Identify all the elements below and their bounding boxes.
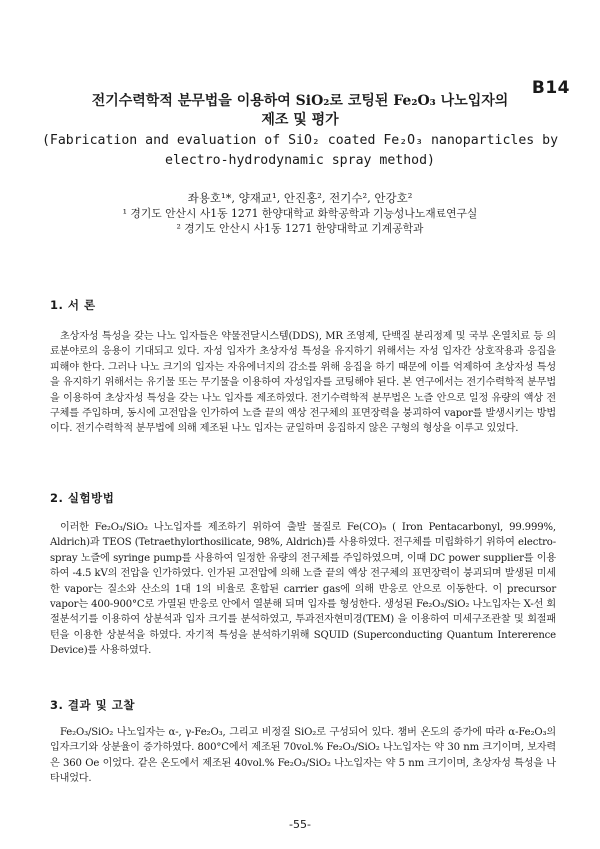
section-body-introduction: 초상자성 특성을 갖는 나노 입자들은 약물전달시스템(DDS), MR 조영제, 단백질 분리정제 및 국부 온열치료 등 의료분야로의 응용이 기대되고 있다. 자성 입자가 초상자성 특성을 유지하기 위해서는 자성 입자간 상호작용과 응집을 피해야 한다. 그러나 나노 크기의 입자는 자유에너지의 감소를 위해 응집을 하기 때문에 이를 억제하여 초상자성 특성을 유지하기 위해서는 유기물 또는 무기물을 이용하여 자성입자를 코팅해야 된다. 본 연구에서는 전기수력학적 분무법을 이용하여 초상자성 특성을 갖는 나노 입자를 제조하였다. 전기수력학적 분무법은 노즐 안으로 일정 유량의 액상 전구체를 주입하며, 동시에 고전압을 인가하여 노즐 끝의 액상 전구체의 표면장력을 붕괴하여 vapor를 발생시키는 방법이다. 전기수력학적 분무법에 의해 제조된 나노 입자는 균일하며 응집하지 않은 구형의 형상을 이루고 있었다.	[50, 331, 556, 435]
affiliation-1: ¹ 경기도 안산시 사1동 1271 한양대학교 화학공학과 기능성나노재료연구실	[122, 207, 478, 220]
affiliation-2: ² 경기도 안산시 사1동 1271 한양대학교 기계공학과	[176, 221, 424, 235]
section-body-methods: 이러한 Fe₂O₃/SiO₂ 나노입자를 제조하기 위하여 출발 물질로 Fe(CO)₅ ( Iron Pentacarbonyl, 99.999%, Aldrich)과 TEOS (Tetraethylorthosilicate, 98%, Aldrich)를 사용하였다. 전구체를 미립화하기 위하여 electro-spray 노즐에 syringe pump를 사용하여 일정한 유량의 전구체를 주입하였으며, 이때 DC power supplier를 이용하여 -4.5 kV의 전압을 인가하였다. 인가된 고전압에 의해 노즐 끝의 액상 전구체의 표면장력이 붕괴되며 발생된 미세한 vapor는 질소와 산소의 1대 1의 비율로 혼합된 carrier gas에 의해 반응로 안으로 이동한다. 이 precursor vapor는 400-900°C로 가열된 반응로 안에서 열분해 되며 입자를 형성한다. 생성된 Fe₂O₃/SiO₂ 나노입자는 X-선 회절분석기를 이용하여 상분석과 입자 크기를 분석하였고, 투과전자현미경(TEM) 을 이용하여 미세구조관찰 및 회절패턴을 이용한 상분석을 하였다. 자기적 특성을 분석하기위해 SQUID (Superconducting Quantum Intererence Device)를 사용하였다.	[50, 522, 556, 657]
author-list: 좌용호¹*, 양재교¹, 안진홍², 전기수², 안강호²	[187, 191, 413, 205]
title-korean-line1: 전기수력학적 분무법을 이용하여 SiO₂로 코팅된 Fe₂O₃ 나노입자의	[91, 93, 509, 109]
section-body-results: Fe₂O₃/SiO₂ 나노입자는 α-, γ-Fe₂O₃, 그리고 비정질 SiO₂로 구성되어 있다. 챔버 온도의 증가에 따라 α-Fe₂O₃의 입자크기와 상분율이 증가하였다. 800°C에서 제조된 70vol.% Fe₂O₃/SiO₂ 나노입자는 약 30 nm 크기이며, 보자력은 360 Oe 이었다. 같은 온도에서 제조된 40vol.% Fe₂O₃/SiO₂ 나노입자는 약 5 nm 크기이며, 초상자성 특성을 나타내었다.	[50, 727, 556, 785]
page-code: B14	[531, 78, 570, 98]
section-heading-methods: 2. 실험방법	[50, 491, 115, 505]
title-english-line1: (Fabrication and evaluation of SiO₂ coated Fe₂O₃ nanoparticles by	[41, 133, 559, 148]
section-heading-introduction: 1. 서 론	[50, 298, 96, 312]
title-korean-line2: 제조 및 평가	[261, 112, 339, 128]
title-block	[40, 92, 560, 170]
title-english-line2: electro-hydrodynamic spray method)	[165, 153, 435, 168]
affiliation-list	[40, 207, 560, 236]
author-block	[40, 191, 560, 236]
page-number: -55-	[289, 818, 311, 831]
section-heading-results: 3. 결과 및 고찰	[50, 698, 135, 712]
